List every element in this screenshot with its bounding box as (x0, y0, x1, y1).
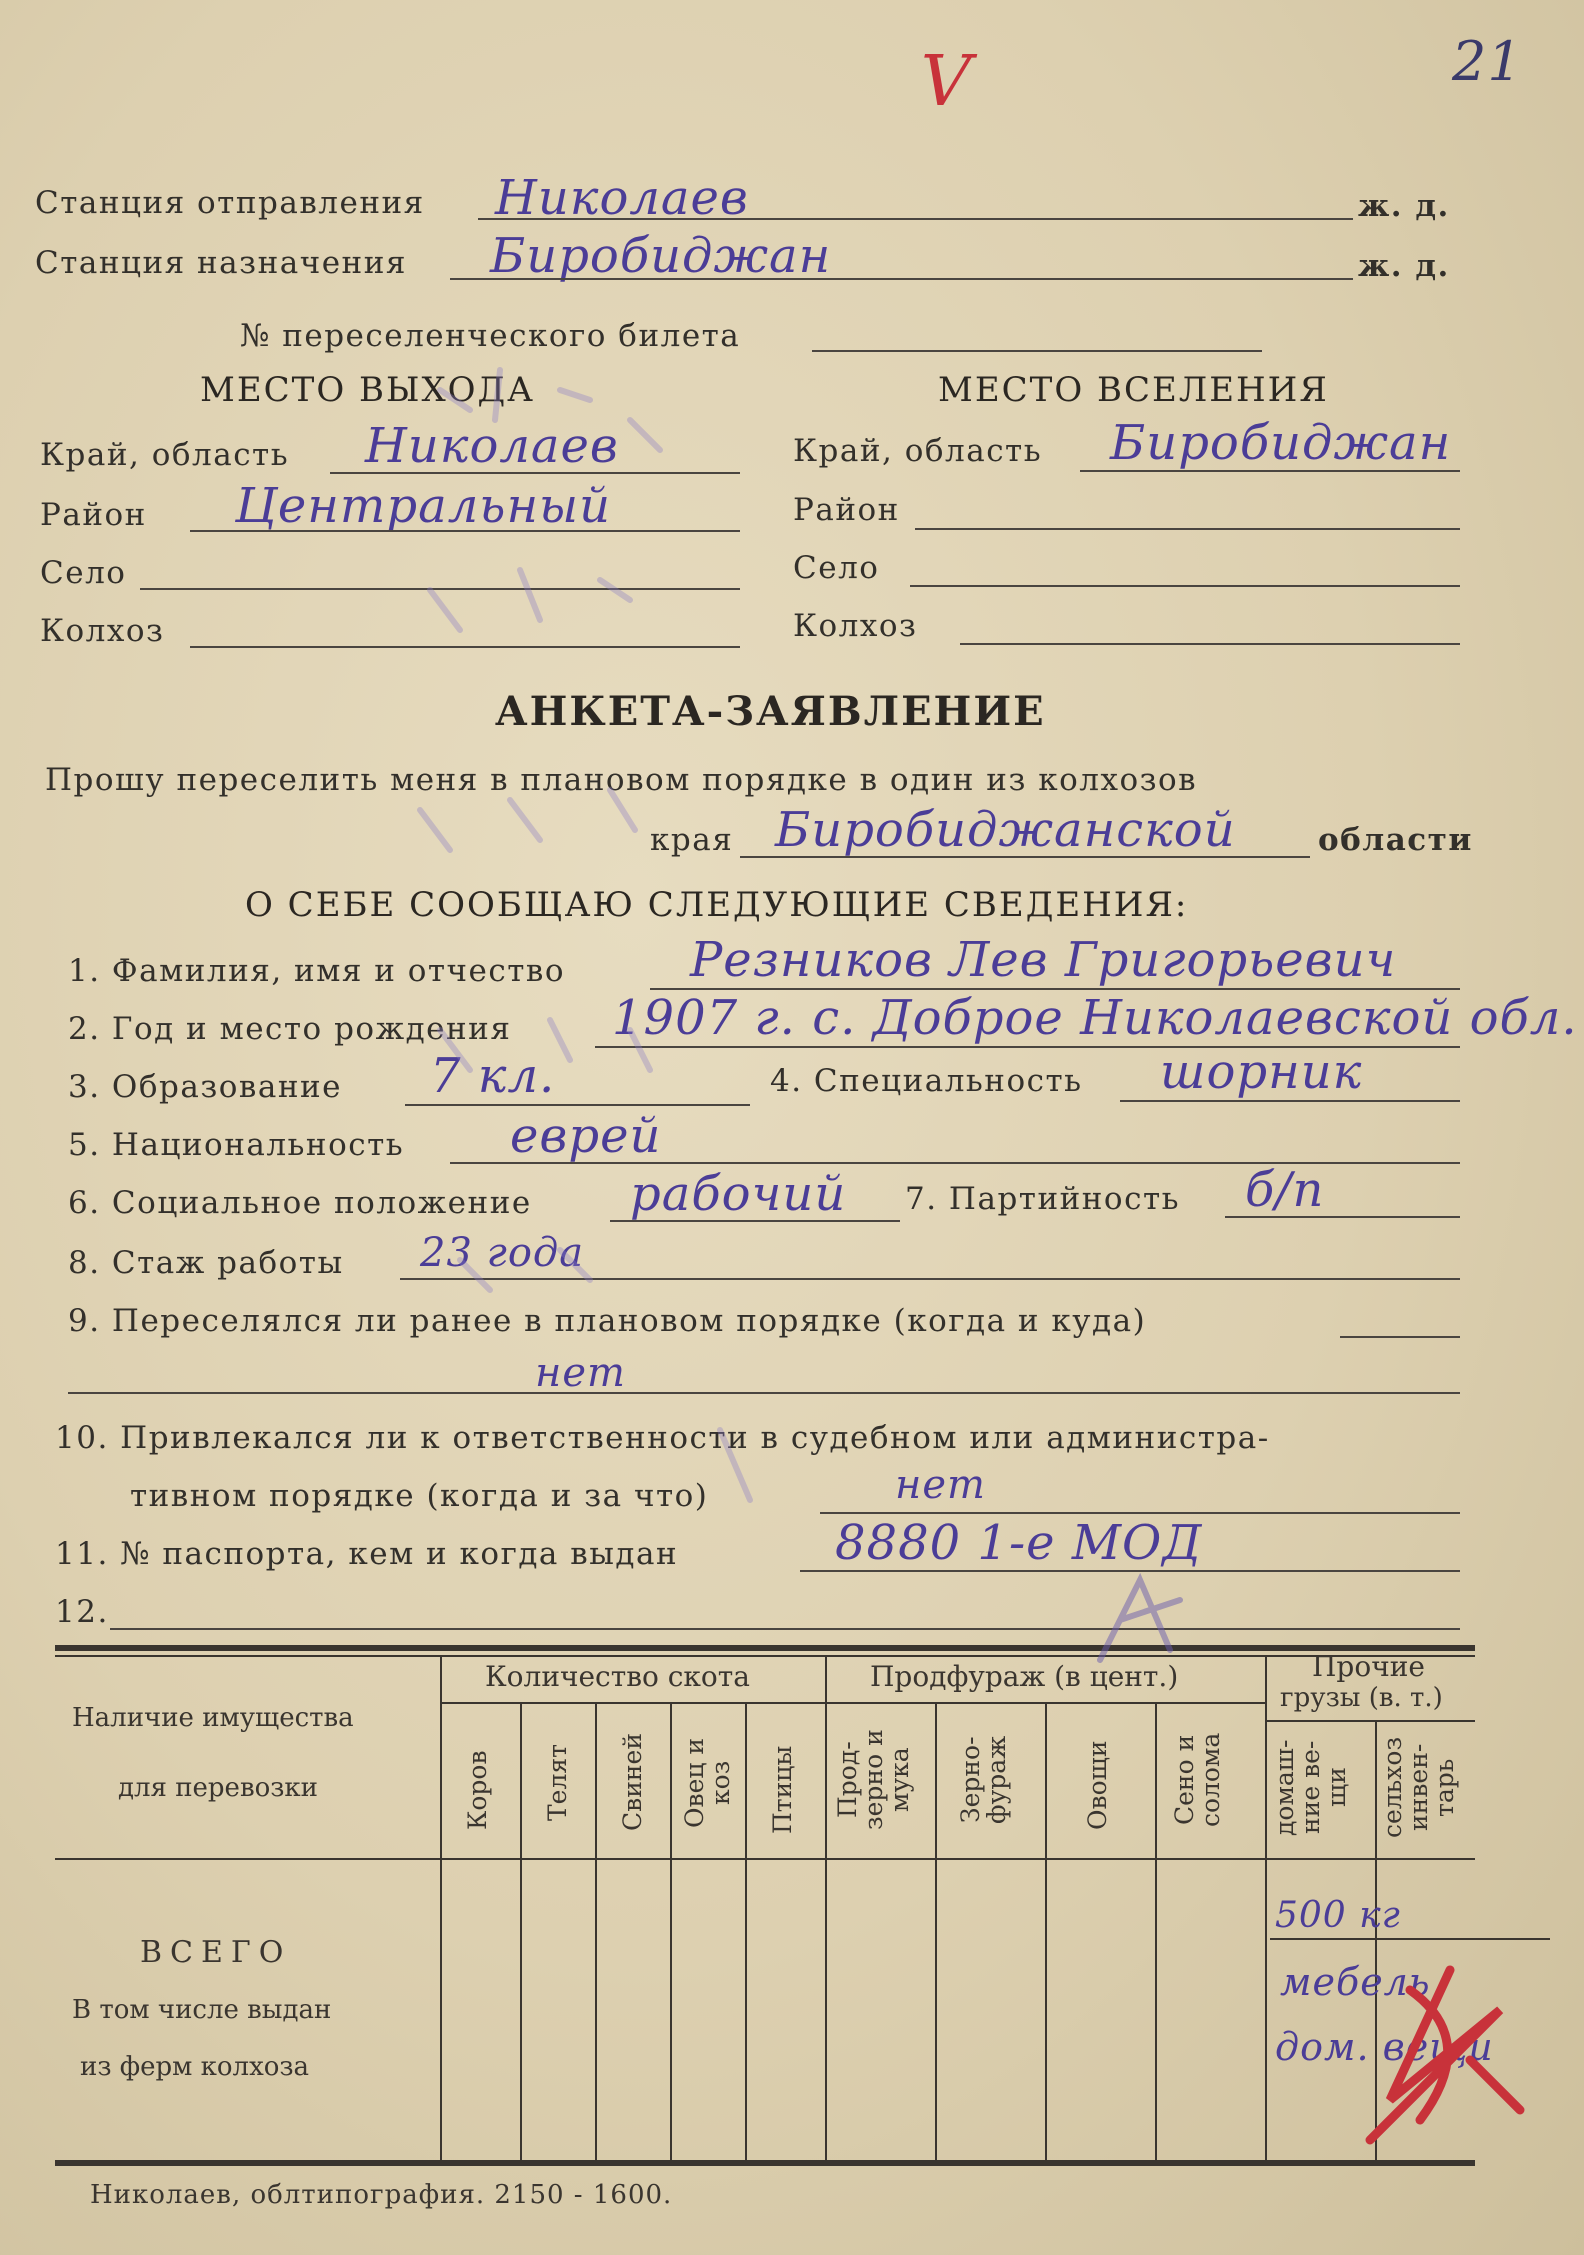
col-birds: Птицы (768, 1745, 797, 1835)
other-group-header-1: Прочие (1312, 1650, 1425, 1683)
request-oblast-value: Биробиджанской (775, 802, 1236, 858)
other-group-rule (1265, 1720, 1475, 1722)
request-oblast-line (740, 856, 1310, 858)
origin-region-label: Край, область (40, 437, 290, 473)
field-1-value: Резников Лев Григорьевич (690, 932, 1397, 988)
arrival-station-value: Биробиджан (490, 228, 832, 284)
destination-village-label: Село (793, 550, 880, 586)
col-farm-inventory: сельхоз инвен-тарь (1378, 1736, 1459, 1839)
destination-kolkhoz-line (960, 643, 1460, 645)
ticket-line (812, 350, 1262, 352)
table-vline-5 (745, 1702, 747, 2160)
col-pigs: Свиней (618, 1733, 647, 1832)
field-10-value: нет (895, 1462, 986, 1508)
origin-village-label: Село (40, 555, 127, 591)
field-2-value: 1907 г. с. Доброе Николаевской обл. (612, 990, 1578, 1046)
total-label: ВСЕГО (140, 1935, 292, 1970)
property-label-1: Наличие имущества (72, 1703, 354, 1733)
stamp-fragment-icon (1080, 1560, 1200, 1680)
printer-footer: Николаев, облтипография. 2150 - 1600. (90, 2180, 673, 2210)
field-4-label: 4. Специальность (770, 1063, 1083, 1099)
request-line-1: Прошу переселить меня в плановом порядке в один из колхозов (45, 762, 1198, 798)
household-note-1: мебель (1280, 1960, 1431, 2004)
field-11-label: 11. № паспорта, кем и когда выдан (55, 1536, 679, 1572)
departure-station-label: Станция отправления (35, 185, 425, 221)
property-label-2: для перевозки (118, 1773, 318, 1803)
field-5-label: 5. Национальность (68, 1127, 405, 1163)
table-vline-1 (440, 1655, 442, 2160)
table-header-rule (55, 1858, 1475, 1860)
table-vline-7 (935, 1702, 937, 2160)
field-2-label: 2. Год и место рождения (68, 1011, 512, 1047)
table-vline-8 (1045, 1702, 1047, 2160)
field-1-label: 1. Фамилия, имя и отчество (68, 953, 566, 989)
destination-heading: МЕСТО ВСЕЛЕНИЯ (938, 370, 1329, 410)
field-6-label: 6. Социальное положение (68, 1185, 532, 1221)
origin-kolkhoz-label: Колхоз (40, 613, 165, 649)
destination-village-line (910, 585, 1460, 587)
fodder-group-header: Продфураж (в цент.) (870, 1660, 1179, 1693)
household-total-value: 500 кг (1275, 1895, 1401, 1936)
destination-region-line (1080, 470, 1460, 472)
table-vline-2 (520, 1702, 522, 2160)
request-kraya-label: края (650, 822, 734, 858)
field-7-line (1225, 1216, 1460, 1218)
field-12-line (110, 1628, 1460, 1630)
household-note-2: дом. вещи (1275, 2025, 1494, 2069)
field-5-value: еврей (510, 1108, 662, 1164)
table-bottom-rule (55, 2160, 1475, 2166)
field-9-line-1 (1340, 1336, 1460, 1338)
request-oblast-label: области (1318, 822, 1473, 858)
col-sheep: Овец и коз (680, 1737, 735, 1828)
destination-region-value: Биробиджан (1110, 415, 1452, 471)
table-vline-4 (670, 1702, 672, 2160)
col-vegetables: Овощи (1083, 1740, 1112, 1830)
faded-stamp-icon (400, 330, 780, 1530)
col-hay: Сено и солома (1170, 1732, 1225, 1828)
table-vline-10 (1265, 1655, 1267, 2160)
field-8-value: 23 года (420, 1230, 585, 1276)
field-10-label-1: 10. Привлекался ли к ответственности в судебном или администра- (55, 1420, 1270, 1456)
form-title: АНКЕТА-ЗАЯВЛЕНИЕ (495, 688, 1046, 735)
origin-heading: МЕСТО ВЫХОДА (200, 370, 535, 410)
info-heading: О СЕБЕ СООБЩАЮ СЛЕДУЮЩИЕ СВЕДЕНИЯ: (245, 885, 1189, 925)
livestock-group-rule (440, 1702, 825, 1704)
field-9-label: 9. Переселялся ли ранее в плановом порядке (когда и куда) (68, 1303, 1147, 1339)
origin-district-label: Район (40, 497, 147, 533)
destination-kolkhoz-label: Колхоз (793, 608, 918, 644)
destination-region-label: Край, область (793, 433, 1043, 469)
departure-station-line (478, 218, 1353, 220)
destination-district-label: Район (793, 492, 900, 528)
col-grain: Прод-зерно и мука (833, 1729, 914, 1831)
field-3-label: 3. Образование (68, 1069, 343, 1105)
field-4-value: шорник (1160, 1044, 1363, 1100)
field-6-value: рабочий (630, 1166, 847, 1222)
col-cows: Коров (463, 1750, 492, 1830)
ticket-label: № переселенческого билета (240, 318, 741, 354)
arrival-station-label: Станция назначения (35, 245, 407, 281)
table-vline-6 (825, 1655, 827, 2160)
field-12-label: 12. (55, 1594, 109, 1630)
livestock-group-header: Количество скота (485, 1660, 750, 1693)
page-number: 21 (1452, 30, 1523, 93)
field-3-value: 7 кл. (430, 1048, 556, 1104)
check-mark: V (911, 40, 981, 122)
destination-district-line (915, 528, 1460, 530)
field-10-label-2: тивном порядке (когда и за что) (130, 1478, 709, 1514)
col-household: домаш-ние ве-щи (1270, 1739, 1351, 1836)
origin-district-value: Центральный (235, 478, 612, 534)
table-vline-9 (1155, 1702, 1157, 2160)
field-7-label: 7. Партийность (905, 1181, 1180, 1217)
field-10-line (820, 1512, 1460, 1514)
red-annotation-icon (1330, 1950, 1530, 2150)
rail-suffix-1: ж. д. (1358, 188, 1450, 224)
field-4-line (1120, 1100, 1460, 1102)
col-fodder: Зерно-фураж (956, 1735, 1011, 1825)
departure-station-value: Николаев (495, 170, 749, 226)
origin-region-value: Николаев (365, 418, 619, 474)
table-top-rule (55, 1645, 1475, 1651)
arrival-station-line (450, 278, 1353, 280)
other-group-header-2: грузы (в. т.) (1280, 1683, 1443, 1713)
field-9-value: нет (535, 1350, 626, 1396)
table-top-rule-2 (55, 1655, 1475, 1657)
household-total-rule (1270, 1938, 1550, 1940)
field-7-value: б/п (1245, 1162, 1325, 1218)
included-label-1: В том числе выдан (72, 1995, 332, 2025)
field-8-label: 8. Стаж работы (68, 1245, 344, 1281)
table-vline-3 (595, 1702, 597, 2160)
col-calves: Телят (543, 1744, 572, 1821)
included-label-2: из ферм колхоза (80, 2052, 310, 2082)
field-11-value: 8880 1-е МОД (835, 1515, 1203, 1571)
rail-suffix-2: ж. д. (1358, 248, 1450, 284)
